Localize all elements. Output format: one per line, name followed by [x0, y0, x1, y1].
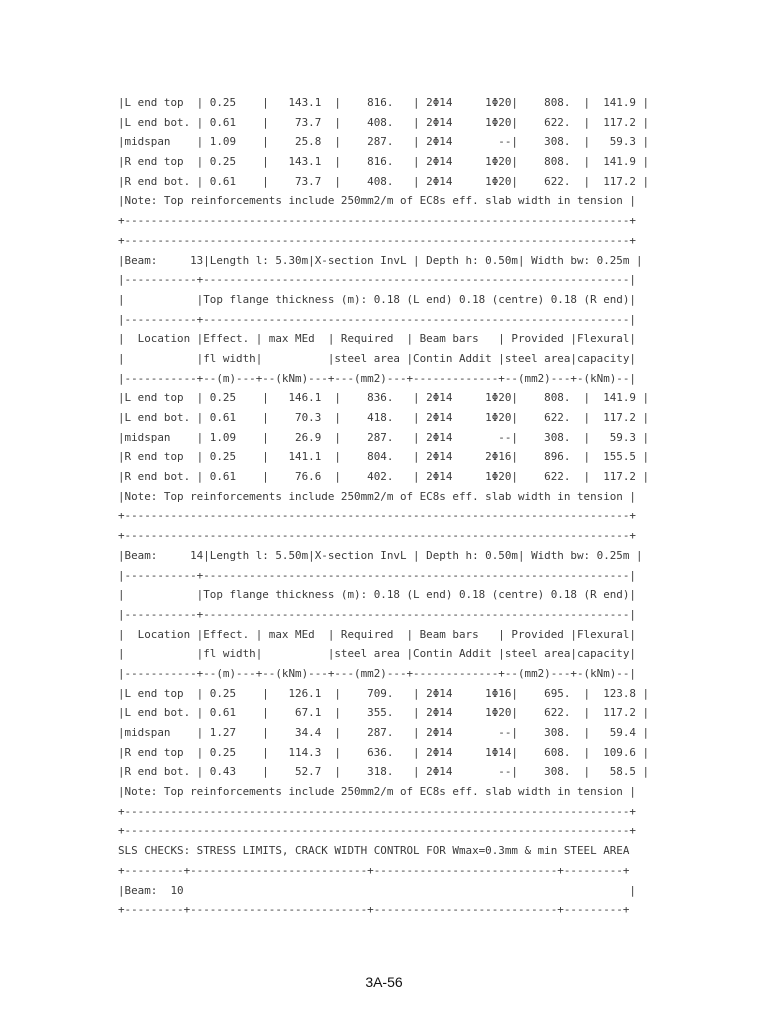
- beam-13-flange-thickness: | |Top flange thickness (m): 0.18 (L end) 0.18 (centre) 0.18 (R end)|: [118, 292, 636, 306]
- sls-checks-heading: SLS CHECKS: STRESS LIMITS, CRACK WIDTH CONTROL FOR Wmax=0.3mm & min STEEL AREA: [118, 844, 630, 858]
- table-row-beam14-r-end-bot: |R end bot. | 0.43 | 52.7 | 318. | 2Φ14 --| 308. | 58.5 |: [118, 765, 650, 779]
- table-row-beam12-l-end-top: |L end top | 0.25 | 143.1 | 816. | 2Φ14 1Φ20| 808. | 141.9 |: [118, 96, 650, 109]
- table-border: +-----------------------------------------------------------------------------+: [118, 804, 636, 818]
- column-headers-row-1: | Location |Effect. | max MEd | Required | Beam bars | Provided |Flexural|: [118, 332, 636, 346]
- table-row-beam13-r-end-bot: |R end bot. | 0.61 | 76.6 | 402. | 2Φ14 1Φ20| 622. | 117.2 |: [118, 470, 650, 484]
- table-row-beam13-l-end-bot: |L end bot. | 0.61 | 70.3 | 418. | 2Φ14 1Φ20| 622. | 117.2 |: [118, 411, 650, 424]
- table-note: |Note: Top reinforcements include 250mm2/m of EC8s eff. slab width in tension |: [118, 489, 636, 503]
- table-row-beam14-r-end-top: |R end top | 0.25 | 114.3 | 636. | 2Φ14 1Φ14| 608. | 109.6 |: [118, 745, 650, 759]
- table-row-beam13-r-end-top: |R end top | 0.25 | 141.1 | 804. | 2Φ14 2Φ16| 896. | 155.5 |: [118, 450, 650, 464]
- table-divider: |-----------+-----------------------------------------------------------------|: [118, 273, 636, 287]
- table-row-beam14-midspan: |midspan | 1.27 | 34.4 | 287. | 2Φ14 --| 308. | 59.4 |: [118, 726, 650, 739]
- table-row-beam12-r-end-bot: |R end bot. | 0.61 | 73.7 | 408. | 2Φ14 1Φ20| 622. | 117.2 |: [118, 174, 650, 188]
- table-row-beam13-l-end-top: |L end top | 0.25 | 146.1 | 836. | 2Φ14 1Φ20| 808. | 141.9 |: [118, 391, 650, 405]
- table-row-beam12-r-end-top: |R end top | 0.25 | 143.1 | 816. | 2Φ14 1Φ20| 808. | 141.9 |: [118, 155, 650, 169]
- report-text-block: [118, 93, 718, 920]
- table-divider: |-----------+-----------------------------------------------------------------|: [118, 568, 636, 582]
- table-border: +-----------------------------------------------------------------------------+: [118, 233, 636, 247]
- beam-10-header: |Beam: 10 |: [118, 883, 636, 897]
- table-note: |Note: Top reinforcements include 250mm2/m of EC8s eff. slab width in tension |: [118, 785, 636, 799]
- table-row-beam14-l-end-bot: |L end bot. | 0.61 | 67.1 | 355. | 2Φ14 1Φ20| 622. | 117.2 |: [118, 706, 650, 720]
- table-border: +-----------------------------------------------------------------------------+: [118, 824, 636, 838]
- table-row-beam13-midspan: |midspan | 1.09 | 26.9 | 287. | 2Φ14 --| 308. | 59.3 |: [118, 430, 650, 444]
- table-border: +---------+---------------------------+----------------------------+---------+: [118, 903, 630, 917]
- page-number: 3A-56: [365, 974, 403, 990]
- table-row-beam12-l-end-bot: |L end bot. | 0.61 | 73.7 | 408. | 2Φ14 1Φ20| 622. | 117.2 |: [118, 115, 650, 129]
- beam-14-flange-thickness: | |Top flange thickness (m): 0.18 (L end) 0.18 (centre) 0.18 (R end)|: [118, 588, 636, 602]
- table-divider: |-----------+-----------------------------------------------------------------|: [118, 607, 636, 621]
- column-headers-row-2: | |fl width| |steel area |Contin Addit |steel area|capacity|: [118, 351, 636, 365]
- beam-13-header: |Beam: 13|Length l: 5.30m|X-section InvL | Depth h: 0.50m| Width bw: 0.25m |: [118, 253, 643, 267]
- table-border: +---------+---------------------------+----------------------------+---------+: [118, 863, 630, 877]
- column-units-row: |-----------+--(m)---+--(kNm)---+---(mm2)---+-------------+--(mm2)---+-(kNm)--|: [118, 371, 636, 385]
- table-row-beam14-l-end-top: |L end top | 0.25 | 126.1 | 709. | 2Φ14 1Φ16| 695. | 123.8 |: [118, 686, 650, 700]
- table-border: +-----------------------------------------------------------------------------+: [118, 529, 636, 543]
- table-border: +-----------------------------------------------------------------------------+: [118, 509, 636, 523]
- table-border: +-----------------------------------------------------------------------------+: [118, 214, 636, 228]
- column-headers-row-2: | |fl width| |steel area |Contin Addit |steel area|capacity|: [118, 647, 636, 661]
- column-units-row: |-----------+--(m)---+--(kNm)---+---(mm2)---+-------------+--(mm2)---+-(kNm)--|: [118, 666, 636, 680]
- column-headers-row-1: | Location |Effect. | max MEd | Required | Beam bars | Provided |Flexural|: [118, 627, 636, 641]
- table-divider: |-----------+-----------------------------------------------------------------|: [118, 312, 636, 326]
- beam-14-header: |Beam: 14|Length l: 5.50m|X-section InvL | Depth h: 0.50m| Width bw: 0.25m |: [118, 548, 643, 562]
- table-note: |Note: Top reinforcements include 250mm2/m of EC8s eff. slab width in tension |: [118, 194, 636, 208]
- table-row-beam12-midspan: |midspan | 1.09 | 25.8 | 287. | 2Φ14 --| 308. | 59.3 |: [118, 135, 650, 149]
